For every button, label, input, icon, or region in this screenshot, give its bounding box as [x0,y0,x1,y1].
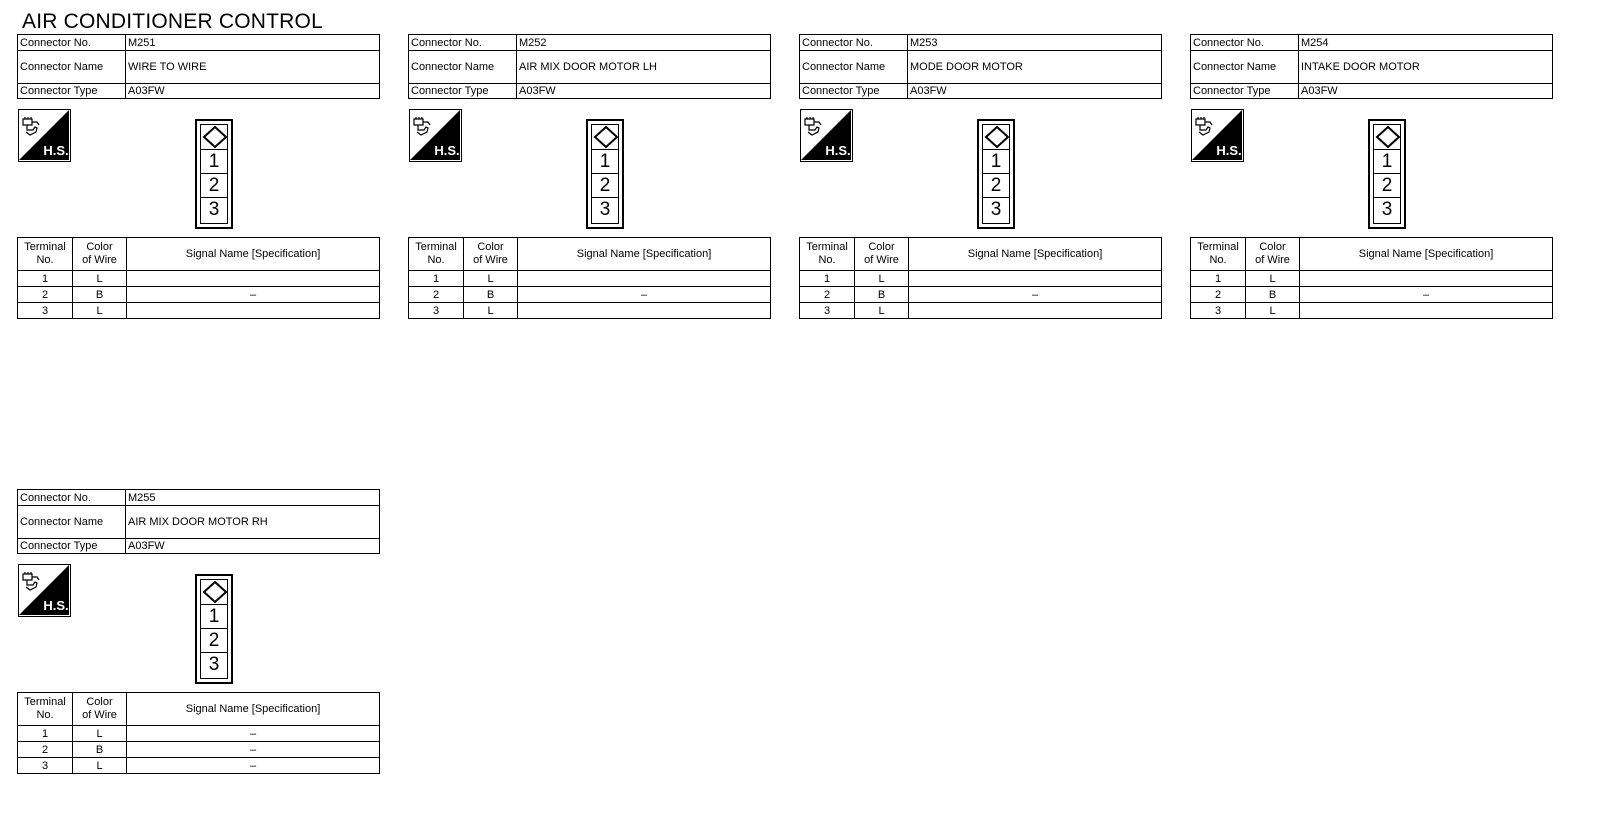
harness-side-icon [800,109,853,162]
terminal-table [408,237,771,319]
harness-side-icon [409,109,462,162]
connector-key-icon [1374,125,1400,149]
terminal-no-cell: 3 [800,303,855,319]
terminal-no-cell: 2 [18,287,73,303]
terminal-table [799,237,1162,319]
connector-key-icon [201,125,227,149]
wire-color-header: Color of Wire [464,238,518,271]
pin-cavity: 2 [1374,173,1400,197]
pin-cavity: 2 [201,173,227,197]
signal-name-cell [127,303,380,319]
pin-cavity: 3 [201,652,227,676]
wire-color-cell: L [73,726,127,742]
wire-color-cell: B [73,287,127,303]
connector-name-value: INTAKE DOOR MOTOR [1299,51,1553,84]
pin-diagram [1368,119,1406,229]
connector-no-label: Connector No. [409,35,517,51]
table-row [18,303,380,319]
terminal-no-cell: 2 [1191,287,1246,303]
signal-name-cell: – [127,287,380,303]
terminal-no-header: Terminal No. [18,238,73,271]
hand-connector-icon [23,572,39,590]
signal-name-header: Signal Name [Specification] [518,238,771,271]
connector-name-label: Connector Name [18,51,126,84]
signal-name-header: Signal Name [Specification] [909,238,1162,271]
connector-info-table [17,489,380,554]
connector-type-value: A03FW [1299,84,1553,99]
connector-type-label: Connector Type [18,539,126,554]
connector-name-label: Connector Name [800,51,908,84]
connector-block [17,489,380,772]
terminal-no-header: Terminal No. [18,693,73,726]
table-row [18,726,380,742]
connector-info-table [1190,34,1553,99]
page-title: AIR CONDITIONER CONTROL [22,10,323,33]
hs-label: H.S. [825,143,851,158]
connector-no-label: Connector No. [18,490,126,506]
table-row [1191,287,1553,303]
connector-type-label: Connector Type [18,84,126,99]
table-row [409,303,771,319]
table-row [800,271,1162,287]
table-row [800,303,1162,319]
connector-type-value: A03FW [517,84,771,99]
pin-cavity: 3 [592,197,618,221]
connector-type-value: A03FW [126,539,380,554]
hand-connector-icon [23,117,39,135]
connector-name-label: Connector Name [18,506,126,539]
connector-block [408,34,771,317]
signal-name-cell [909,271,1162,287]
signal-name-cell [127,271,380,287]
table-row [800,287,1162,303]
connector-no-value: M253 [908,35,1162,51]
wire-color-cell: L [73,271,127,287]
signal-name-header: Signal Name [Specification] [127,238,380,271]
signal-name-cell [1300,271,1553,287]
wire-color-cell: L [73,758,127,774]
wire-color-cell: L [464,271,518,287]
connector-no-label: Connector No. [18,35,126,51]
terminal-table [17,692,380,774]
signal-name-cell: – [909,287,1162,303]
table-row [18,758,380,774]
connector-key-icon [592,125,618,149]
terminal-no-cell: 3 [409,303,464,319]
terminal-no-cell: 3 [1191,303,1246,319]
connector-info-table [799,34,1162,99]
hs-label: H.S. [434,143,460,158]
signal-name-cell [909,303,1162,319]
connector-block [17,34,380,317]
terminal-no-header: Terminal No. [1191,238,1246,271]
signal-name-header: Signal Name [Specification] [127,693,380,726]
pin-cavity: 2 [201,628,227,652]
pin-diagram [977,119,1015,229]
wire-color-cell: L [73,303,127,319]
wire-color-header: Color of Wire [1246,238,1300,271]
signal-name-cell: – [127,726,380,742]
signal-name-cell [518,271,771,287]
signal-name-cell [518,303,771,319]
connector-no-label: Connector No. [800,35,908,51]
terminal-no-cell: 1 [18,726,73,742]
terminal-no-cell: 1 [409,271,464,287]
terminal-table [17,237,380,319]
wire-color-cell: L [855,303,909,319]
table-row [409,287,771,303]
table-row [1191,303,1553,319]
connector-key-icon [983,125,1009,149]
connector-no-value: M254 [1299,35,1553,51]
signal-name-cell: – [518,287,771,303]
connector-name-label: Connector Name [1191,51,1299,84]
connector-name-value: AIR MIX DOOR MOTOR RH [126,506,380,539]
harness-side-icon [1191,109,1244,162]
connector-info-table [408,34,771,99]
pin-cavity: 1 [201,149,227,173]
terminal-no-cell: 1 [18,271,73,287]
connector-name-value: MODE DOOR MOTOR [908,51,1162,84]
hand-connector-icon [805,117,821,135]
terminal-no-cell: 3 [18,758,73,774]
wire-color-header: Color of Wire [855,238,909,271]
wire-color-header: Color of Wire [73,693,127,726]
wire-color-cell: B [855,287,909,303]
terminal-no-cell: 1 [1191,271,1246,287]
wire-color-cell: L [855,271,909,287]
connector-no-value: M252 [517,35,771,51]
pin-cavity: 2 [983,173,1009,197]
wire-color-cell: L [1246,271,1300,287]
connector-type-label: Connector Type [1191,84,1299,99]
connector-block [799,34,1162,317]
table-row [1191,271,1553,287]
terminal-no-cell: 3 [18,303,73,319]
connector-type-value: A03FW [126,84,380,99]
signal-name-cell [1300,303,1553,319]
connector-type-label: Connector Type [800,84,908,99]
table-row [18,287,380,303]
wire-color-cell: B [1246,287,1300,303]
connector-key-icon [201,580,227,604]
pin-cavity: 3 [201,197,227,221]
hs-label: H.S. [43,598,69,613]
pin-cavity: 3 [983,197,1009,221]
pin-diagram [586,119,624,229]
terminal-table [1190,237,1553,319]
terminal-no-header: Terminal No. [800,238,855,271]
signal-name-cell: – [127,742,380,758]
connector-type-label: Connector Type [409,84,517,99]
terminal-no-cell: 2 [18,742,73,758]
wire-color-cell: L [1246,303,1300,319]
connector-name-value: AIR MIX DOOR MOTOR LH [517,51,771,84]
wire-color-header: Color of Wire [73,238,127,271]
harness-side-icon [18,109,71,162]
wire-color-cell: L [464,303,518,319]
pin-diagram [195,574,233,684]
connector-no-value: M255 [126,490,380,506]
wire-color-cell: B [464,287,518,303]
pin-cavity: 3 [1374,197,1400,221]
connector-info-table [17,34,380,99]
terminal-no-cell: 2 [800,287,855,303]
connector-no-label: Connector No. [1191,35,1299,51]
connector-type-value: A03FW [908,84,1162,99]
pin-cavity: 1 [201,604,227,628]
hand-connector-icon [1196,117,1212,135]
harness-side-icon [18,564,71,617]
connector-no-value: M251 [126,35,380,51]
pin-cavity: 2 [592,173,618,197]
pin-cavity: 1 [1374,149,1400,173]
terminal-no-header: Terminal No. [409,238,464,271]
pin-cavity: 1 [592,149,618,173]
pin-diagram [195,119,233,229]
signal-name-cell: – [127,758,380,774]
hs-label: H.S. [1216,143,1242,158]
signal-name-header: Signal Name [Specification] [1300,238,1553,271]
pin-cavity: 1 [983,149,1009,173]
signal-name-cell: – [1300,287,1553,303]
table-row [409,271,771,287]
hand-connector-icon [414,117,430,135]
terminal-no-cell: 2 [409,287,464,303]
hs-label: H.S. [43,143,69,158]
table-row [18,742,380,758]
connector-name-label: Connector Name [409,51,517,84]
wire-color-cell: B [73,742,127,758]
terminal-no-cell: 1 [800,271,855,287]
connector-block [1190,34,1553,317]
table-row [18,271,380,287]
connector-name-value: WIRE TO WIRE [126,51,380,84]
